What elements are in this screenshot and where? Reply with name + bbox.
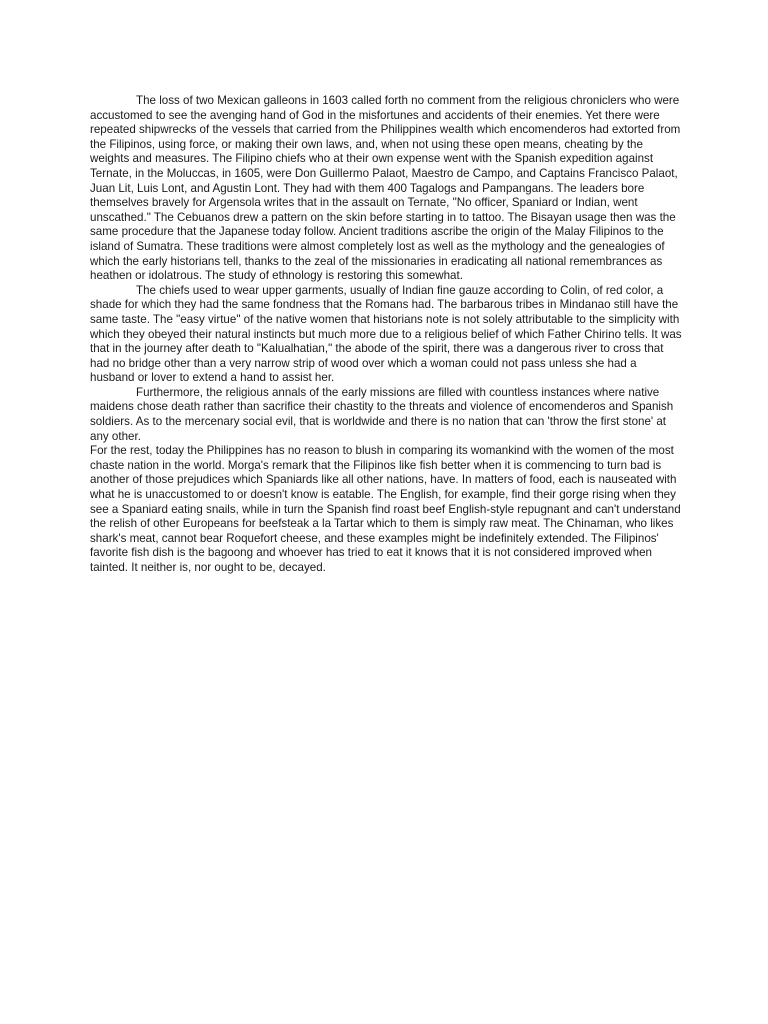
document-body (90, 94, 682, 576)
paragraph-1: The loss of two Mexican galleons in 1603 called forth no comment from the religious chroniclers who were accustomed to see the avenging hand of God in the misfortunes and accidents of their enemies. Yet there were repeated shipwrecks of the vessels that carried from the Philippines wealth which encomenderos had extorted from the Filipinos, using force, or making their own laws, and, when not using these open means, cheating by the weights and measures. The Filipino chiefs who at their own expense went with the Spanish expedition against Ternate, in the Moluccas, in 1605, were Don Guillermo Palaot, Maestro de Campo, and Captains Francisco Palaot, Juan Lit, Luis Lont, and Agustin Lont. They had with them 400 Tagalogs and Pampangans. The leaders bore themselves bravely for Argensola writes that in the assault on Ternate, "No officer, Spaniard or Indian, went unscathed." The Cebuanos drew a pattern on the skin before starting in to tattoo. The Bisayan usage then was the same procedure that the Japanese today follow. Ancient traditions ascribe the origin of the Malay Filipinos to the island of Sumatra. These traditions were almost completely lost as well as the mythology and the genealogies of which the early historians tell, thanks to the zeal of the missionaries in eradicating all national remembrances as heathen or idolatrous. The study of ethnology is restoring this somewhat. (90, 94, 681, 283)
paragraph-2: The chiefs used to wear upper garments, usually of Indian fine gauze according to Colin, of red color, a shade for which they had the same fondness that the Romans had. The barbarous tribes in Mindanao still have the same taste. The "easy virtue" of the native women that historians note is not solely attributable to the simplicity with which they obeyed their natural instincts but much more due to a religious belief of which Father Chirino tells. It was that in the journey after death to "Kalualhatian," the abode of the spirit, there was a dangerous river to cross that had no bridge other than a very narrow strip of wood over which a woman could not pass unless she had a husband or lover to extend a hand to assist her. (90, 283, 682, 385)
paragraph-4: For the rest, today the Philippines has no reason to blush in comparing its womankind with the women of the most chaste nation in the world. Morga's remark that the Filipinos like fish better when it is commencing to turn bad is another of those prejudices which Spaniards like all other nations, have. In matters of food, each is nauseated with what he is unaccustomed to or doesn't know is eatable. The English, for example, find their gorge rising when they see a Spaniard eating snails, while in turn the Spanish find roast beef English-style repugnant and can't understand the relish of other Europeans for beefsteak a la Tartar which to them is simply raw meat. The Chinaman, who likes shark's meat, cannot bear Roquefort cheese, and these examples might be indefinitely extended. The Filipinos' favorite fish dish is the bagoong and whoever has tried to eat it knows that it is not considered improved when tainted. It neither is, nor ought to be, decayed. (90, 444, 681, 574)
paragraph-3: Furthermore, the religious annals of the early missions are filled with countless instances where native maidens chose death rather than sacrifice their chastity to the threats and violence of encomenderos and Spanish soldiers. As to the mercenary social evil, that is worldwide and there is no nation that can 'throw the first stone' at any other. (90, 385, 674, 443)
